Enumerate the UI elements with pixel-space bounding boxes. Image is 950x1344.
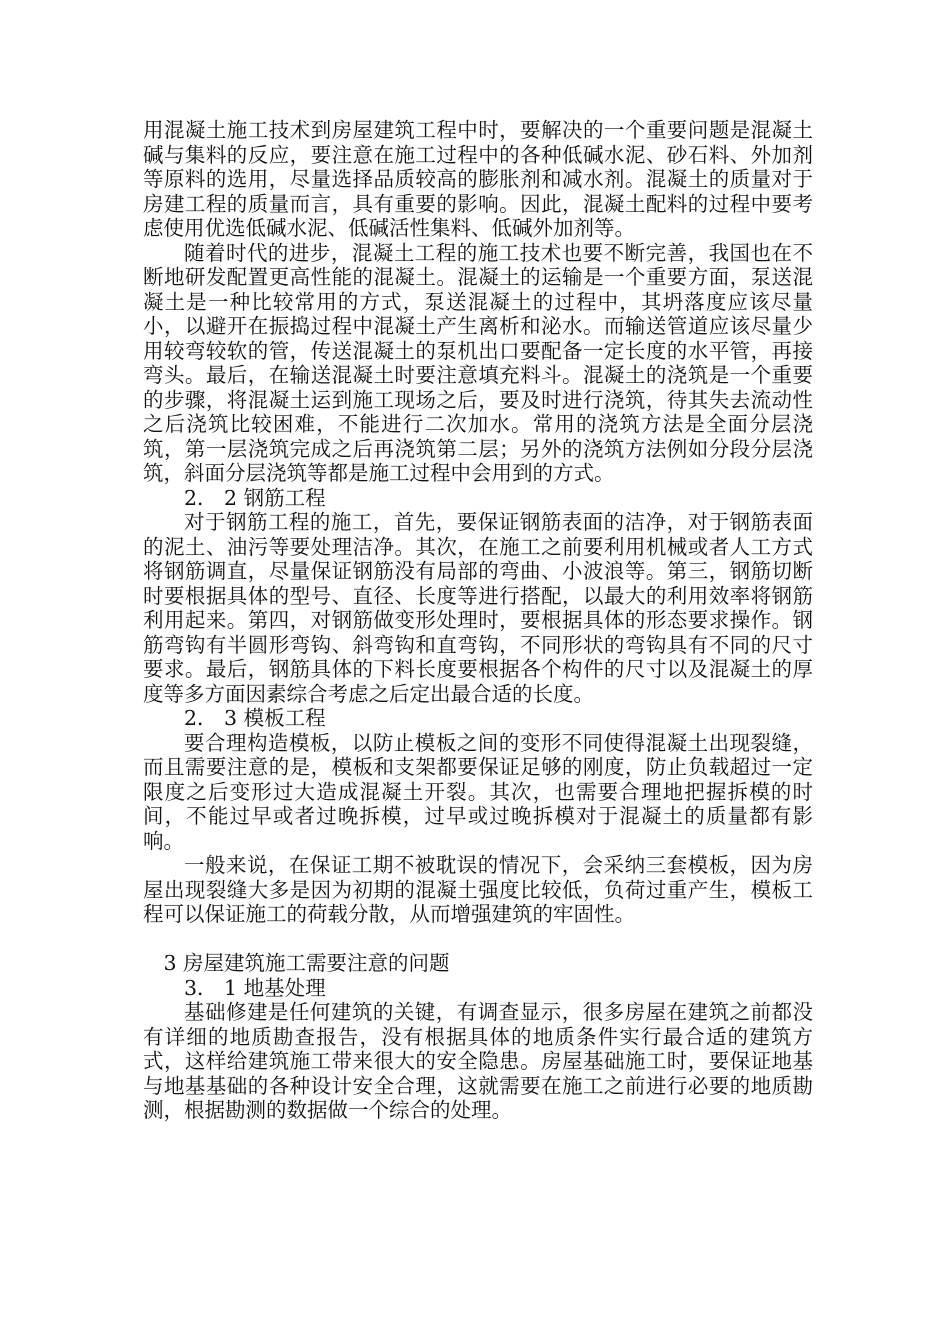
section-heading-2-3: 2． 3 模板工程 [184, 706, 326, 730]
paragraph-foundation: 基础修建是任何建筑的关键，有调查显示，很多房屋在建筑之前都没有详细的地质勘查报告，没有根据具体的地质条件实行最合适的建筑方式，这样给建筑施工带来很大的安全隐患。房屋基础施工时，要保证地基与地基基础的各种设计安全合理，这就需要在施工之前进行必要的地质勘测，根据勘测的数据做一个综合的处理。 [143, 1000, 813, 1122]
paragraph-formwork-2: 一般来说，在保证工期不被耽误的情况下，会采纳三套模板，因为房屋出现裂缝大多是因为初期的混凝土强度比较低，负荷过重产生，模板工程可以保证施工的荷载分散，从而增强建筑的牢固性。 [143, 853, 813, 926]
paragraph-rebar: 对于钢筋工程的施工，首先，要保证钢筋表面的洁净，对于钢筋表面的泥土、油污等要处理洁净。其次，在施工之前要利用机械或者人工方式将钢筋调直，尽量保证钢筋没有局部的弯曲、小波浪等。第三，钢筋切断时要根据具体的型号、直径、长度等进行搭配，以最大的利用效率将钢筋利用起来。第四，对钢筋做变形处理时，要根据具体的形态要求操作。钢筋弯钩有半圆形弯钩、斜弯钩和直弯钩，不同形状的弯钩具有不同的尺寸要求。最后，钢筋具体的下料长度要根据各个构件的尺寸以及混凝土的厚度等多方面因素综合考虑之后定出最合适的长度。 [143, 510, 813, 706]
section-heading-3: 3 房屋建筑施工需要注意的问题 [163, 951, 450, 975]
document-page [143, 118, 813, 1123]
paragraph-formwork-1: 要合理构造模板，以防止模板之间的变形不同使得混凝土出现裂缝，而且需要注意的是，模板和支架都要保证足够的刚度，防止负载超过一定限度之后变形过大造成混凝土开裂。其次，也需要合理地把握拆模的时间，不能过早或者过晚拆模，过早或过晚拆模对于混凝土的质量都有影响。 [143, 730, 813, 853]
blank-line [143, 927, 813, 952]
section-heading-2-2: 2． 2 钢筋工程 [184, 485, 326, 510]
paragraph-concrete-alkali: 用混凝土施工技术到房屋建筑工程中时，要解决的一个重要问题是混凝土碱与集料的反应，要注意在施工过程中的各种低碱水泥、砂石料、外加剂等原料的选用，尽量选择品质较高的膨胀剂和减水剂。混凝土的质量对于房建工程的质量而言，具有重要的影响。因此，混凝土配料的过程中要考虑使用优选低碱水泥、低碱活性集料、低碱外加剂等。 [143, 118, 813, 240]
section-heading-3-1: 3． 1 地基处理 [184, 975, 326, 1000]
paragraph-concrete-transport: 随着时代的进步，混凝土工程的施工技术也要不断完善，我国也在不断地研发配置更高性能的混凝土。混凝土的运输是一个重要方面，泵送混凝土是一种比较常用的方式，泵送混凝土的过程中，其坍落度应该尽量小，以避开在振捣过程中混凝土产生离析和泌水。而输送管道应该尽量少用较弯较软的管，传送混凝土的泵机出口要配备一定长度的水平管，再接弯头。最后，在输送混凝土时要注意填充料斗。混凝土的浇筑是一个重要的步骤，将混凝土运到施工现场之后，要及时进行浇筑，待其失去流动性之后浇筑比较困难，不能进行二次加水。常用的浇筑方法是全面分层浇筑，第一层浇筑完成之后再浇筑第二层；另外的浇筑方法例如分段分层浇筑，斜面分层浇筑等都是施工过程中会用到的方式。 [143, 240, 813, 485]
